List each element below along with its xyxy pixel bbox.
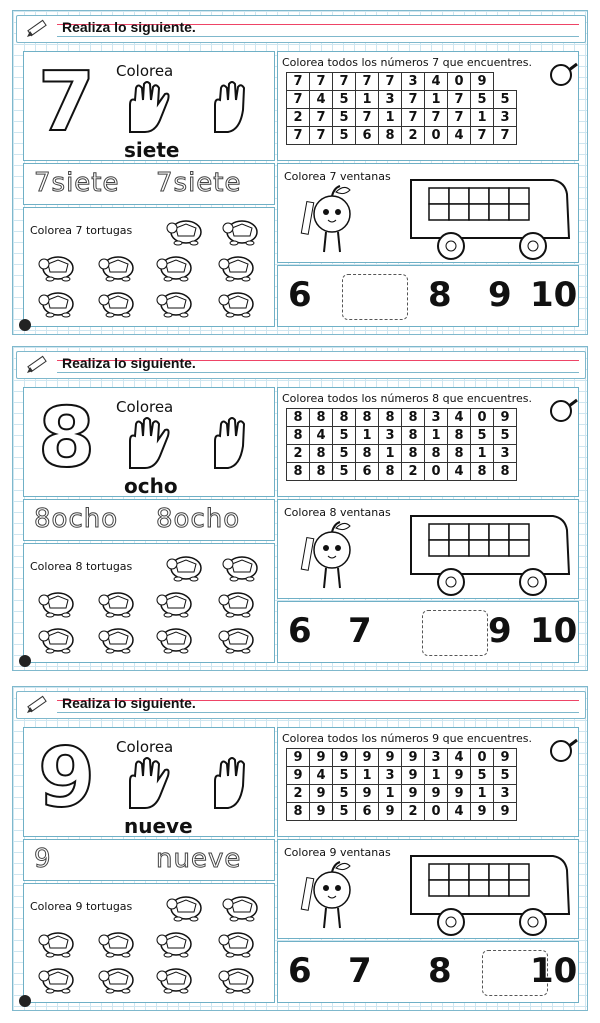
grid-cell[interactable]: 1 [425, 91, 448, 109]
bus-icon [403, 174, 578, 264]
bus-window[interactable] [489, 540, 509, 556]
sequence-number: 7 [348, 951, 372, 991]
number-word: siete [124, 138, 180, 162]
number-word: ocho [124, 474, 178, 498]
turtle-icon[interactable] [154, 964, 198, 994]
grid-cell[interactable]: 5 [333, 767, 356, 785]
trace-panel [23, 163, 275, 205]
colorea-label: Colorea [116, 738, 174, 756]
turtle-icon[interactable] [216, 964, 260, 994]
bus-window[interactable] [489, 188, 509, 204]
grid-cell[interactable]: 3 [494, 445, 517, 463]
grid-cell[interactable]: 3 [425, 409, 448, 427]
grid-cell[interactable]: 4 [448, 127, 471, 145]
grid-cell[interactable]: 5 [333, 785, 356, 803]
grid-row [287, 785, 517, 803]
grid-cell[interactable]: 5 [333, 109, 356, 127]
grid-cell[interactable]: 8 [287, 803, 310, 821]
sequence-panel [277, 941, 579, 1003]
grid-cell[interactable]: 4 [425, 73, 448, 91]
bus-window[interactable] [429, 540, 449, 556]
grid-cell[interactable]: 4 [448, 803, 471, 821]
grid-cell[interactable]: 9 [310, 749, 333, 767]
number-grid [286, 408, 517, 481]
bus-window[interactable] [509, 864, 529, 880]
grid-cell[interactable]: 5 [333, 427, 356, 445]
grid-cell[interactable]: 9 [402, 785, 425, 803]
grid-cell[interactable]: 9 [287, 749, 310, 767]
bus-window[interactable] [509, 880, 529, 896]
grid-cell[interactable]: 8 [425, 445, 448, 463]
grid-cell[interactable]: 1 [379, 109, 402, 127]
grid-row [287, 803, 517, 821]
grid-cell[interactable]: 7 [333, 73, 356, 91]
grid-cell[interactable]: 0 [471, 409, 494, 427]
grid-cell[interactable]: 6 [356, 127, 379, 145]
grid-cell[interactable]: 2 [402, 127, 425, 145]
grid-cell[interactable]: 5 [471, 767, 494, 785]
trace-word: 8ocho [156, 504, 241, 534]
grid-cell[interactable]: 8 [448, 427, 471, 445]
sequence-number: 6 [288, 275, 312, 315]
grid-cell[interactable]: 3 [379, 91, 402, 109]
number-word: nueve [124, 814, 193, 838]
grid-cell[interactable]: 9 [448, 767, 471, 785]
pencil-icon [25, 693, 51, 715]
turtle-icon[interactable] [216, 588, 260, 618]
turtle-icon[interactable] [36, 928, 80, 958]
grid-cell[interactable]: 9 [379, 749, 402, 767]
grid-cell[interactable]: 7 [494, 127, 517, 145]
grid-row [287, 427, 517, 445]
bus-window[interactable] [429, 880, 449, 896]
grid-row [287, 91, 517, 109]
grid-cell[interactable]: 0 [471, 749, 494, 767]
bus-window[interactable] [489, 864, 509, 880]
grid-cell[interactable]: 9 [287, 767, 310, 785]
bus-window[interactable] [509, 524, 529, 540]
bus-panel [277, 839, 579, 939]
bus-window[interactable] [449, 188, 469, 204]
grid-cell[interactable]: 8 [379, 409, 402, 427]
bus-panel [277, 163, 579, 263]
find-number-panel [277, 727, 579, 837]
header-blue-line [57, 372, 579, 373]
grid-cell[interactable]: 2 [287, 785, 310, 803]
big-number: 8 [38, 391, 96, 486]
bus-window[interactable] [449, 524, 469, 540]
grid-cell[interactable]: 2 [287, 445, 310, 463]
grid-row [287, 127, 517, 145]
grid-cell[interactable]: 9 [356, 785, 379, 803]
grid-cell[interactable]: 3 [494, 109, 517, 127]
tortugas-label: Colorea 8 tortugas [30, 560, 133, 573]
bus-icon [403, 850, 578, 940]
turtle-icon[interactable] [96, 624, 140, 654]
turtle-icon[interactable] [154, 588, 198, 618]
turtle-icon[interactable] [36, 624, 80, 654]
grid-cell[interactable]: 7 [287, 73, 310, 91]
turtle-icon[interactable] [220, 216, 264, 246]
turtle-icon[interactable] [154, 288, 198, 318]
sequence-number: 10 [530, 951, 578, 991]
grid-cell[interactable]: 5 [494, 427, 517, 445]
grid-cell[interactable]: 7 [310, 109, 333, 127]
grid-cell[interactable]: 7 [356, 109, 379, 127]
grid-cell[interactable]: 3 [379, 767, 402, 785]
hands-icon [120, 756, 270, 811]
publisher-logo [19, 655, 31, 667]
grid-cell[interactable]: 4 [448, 409, 471, 427]
turtle-icon[interactable] [96, 588, 140, 618]
grid-cell[interactable]: 5 [494, 91, 517, 109]
grid-row [287, 749, 517, 767]
sequence-number: 10 [530, 275, 578, 315]
bus-window[interactable] [469, 540, 489, 556]
worksheet-9 [12, 686, 588, 1011]
grid-cell[interactable]: 8 [310, 463, 333, 481]
grid-cell[interactable]: 1 [425, 427, 448, 445]
grid-cell[interactable]: 9 [333, 749, 356, 767]
trace-word: 9 [34, 844, 52, 874]
grid-cell[interactable]: 9 [402, 767, 425, 785]
number-panel [23, 387, 275, 497]
turtle-icon[interactable] [96, 928, 140, 958]
ventanas-label: Colorea 9 ventanas [284, 846, 391, 859]
big-number: 7 [38, 55, 96, 150]
turtle-icon[interactable] [164, 216, 208, 246]
grid-cell[interactable]: 1 [356, 767, 379, 785]
grid-cell[interactable]: 2 [402, 463, 425, 481]
grid-cell[interactable]: 7 [287, 91, 310, 109]
grid-cell[interactable]: 8 [310, 409, 333, 427]
grid-cell[interactable]: 5 [333, 127, 356, 145]
grid-cell[interactable]: 1 [471, 445, 494, 463]
grid-cell[interactable]: 3 [425, 749, 448, 767]
grid-cell[interactable]: 5 [471, 427, 494, 445]
bus-window[interactable] [449, 204, 469, 220]
pencil-icon [25, 353, 51, 375]
sequence-number: 9 [488, 611, 512, 651]
grid-cell[interactable]: 9 [494, 803, 517, 821]
bus-window[interactable] [429, 864, 449, 880]
grid-cell[interactable]: 1 [356, 427, 379, 445]
turtle-icon[interactable] [36, 288, 80, 318]
magnifier-icon [548, 738, 578, 768]
grid-cell[interactable]: 7 [402, 91, 425, 109]
grid-cell[interactable]: 9 [448, 785, 471, 803]
grid-cell[interactable]: 0 [425, 803, 448, 821]
grid-cell[interactable]: 4 [448, 749, 471, 767]
header-bar [16, 351, 586, 379]
grid-cell[interactable]: 7 [379, 73, 402, 91]
find-number-panel [277, 51, 579, 161]
apple-icon [300, 180, 360, 258]
grid-cell[interactable]: 5 [471, 91, 494, 109]
trace-word: 8ocho [34, 504, 119, 534]
bus-window[interactable] [429, 188, 449, 204]
grid-cell[interactable]: 3 [379, 427, 402, 445]
bus-window[interactable] [469, 204, 489, 220]
grid-cell[interactable]: 5 [333, 445, 356, 463]
number-grid [286, 748, 517, 821]
grid-cell[interactable]: 9 [356, 749, 379, 767]
grid-cell[interactable]: 9 [425, 785, 448, 803]
bus-panel [277, 499, 579, 599]
grid-cell[interactable]: 9 [471, 73, 494, 91]
grid-cell[interactable]: 0 [448, 73, 471, 91]
grid-cell[interactable]: 8 [448, 445, 471, 463]
grid-cell[interactable]: 5 [494, 767, 517, 785]
colorea-label: Colorea [116, 398, 174, 416]
turtle-icon[interactable] [164, 552, 208, 582]
header-bar [16, 691, 586, 719]
grid-cell[interactable]: 2 [402, 803, 425, 821]
turtle-icon[interactable] [154, 624, 198, 654]
sequence-number: 6 [288, 611, 312, 651]
turtle-icon[interactable] [164, 892, 208, 922]
grid-cell[interactable]: 4 [310, 767, 333, 785]
turtle-icon[interactable] [216, 252, 260, 282]
grid-cell[interactable]: 8 [402, 427, 425, 445]
ventanas-label: Colorea 8 ventanas [284, 506, 391, 519]
bus-window[interactable] [449, 880, 469, 896]
grid-cell[interactable]: 4 [310, 91, 333, 109]
turtle-icon[interactable] [36, 588, 80, 618]
find-number-title: Colorea todos los números 9 que encuentres. [282, 732, 532, 745]
grid-cell[interactable]: 6 [356, 803, 379, 821]
sequence-blank[interactable] [342, 274, 408, 320]
publisher-logo [19, 995, 31, 1007]
grid-cell[interactable]: 7 [448, 109, 471, 127]
number-panel [23, 727, 275, 837]
turtles-panel [23, 883, 275, 1003]
bus-window[interactable] [469, 864, 489, 880]
bus-window[interactable] [509, 188, 529, 204]
grid-row [287, 73, 517, 91]
worksheet-8 [12, 346, 588, 671]
turtle-icon[interactable] [96, 252, 140, 282]
grid-cell[interactable]: 7 [471, 127, 494, 145]
bus-window[interactable] [469, 188, 489, 204]
grid-cell[interactable]: 9 [310, 785, 333, 803]
grid-cell[interactable]: 1 [471, 785, 494, 803]
grid-cell[interactable]: 2 [287, 109, 310, 127]
sequence-panel [277, 265, 579, 327]
apple-icon [300, 516, 360, 594]
grid-cell[interactable]: 7 [425, 109, 448, 127]
magnifier-icon [548, 398, 578, 428]
grid-cell[interactable]: 3 [494, 785, 517, 803]
hands-icon [120, 416, 270, 471]
trace-word: 7siete [34, 168, 120, 198]
sequence-number: 6 [288, 951, 312, 991]
grid-cell[interactable]: 8 [310, 445, 333, 463]
turtles-panel [23, 207, 275, 327]
number-grid [286, 72, 517, 145]
grid-cell[interactable]: 8 [379, 463, 402, 481]
grid-cell[interactable]: 1 [425, 767, 448, 785]
header-bar [16, 15, 586, 43]
bus-window[interactable] [469, 524, 489, 540]
grid-cell[interactable]: 8 [379, 127, 402, 145]
turtles-panel [23, 543, 275, 663]
grid-cell[interactable]: 0 [425, 127, 448, 145]
grid-row [287, 445, 517, 463]
bus-icon [403, 510, 578, 600]
header-title: Realiza lo siguiente. [62, 695, 196, 711]
bus-window[interactable] [449, 864, 469, 880]
grid-cell[interactable]: 9 [494, 749, 517, 767]
turtle-icon[interactable] [36, 964, 80, 994]
sequence-number: 8 [428, 275, 452, 315]
sequence-panel [277, 601, 579, 663]
grid-cell[interactable]: 0 [425, 463, 448, 481]
header-title: Realiza lo siguiente. [62, 19, 196, 35]
sequence-blank[interactable] [422, 610, 488, 656]
header-title: Realiza lo siguiente. [62, 355, 196, 371]
turtle-icon[interactable] [36, 252, 80, 282]
trace-panel [23, 839, 275, 881]
sequence-number: 7 [348, 611, 372, 651]
grid-row [287, 767, 517, 785]
turtle-icon[interactable] [154, 928, 198, 958]
grid-cell[interactable]: 8 [287, 409, 310, 427]
grid-cell[interactable]: 4 [310, 427, 333, 445]
grid-cell[interactable]: 7 [287, 127, 310, 145]
grid-cell[interactable]: 1 [471, 109, 494, 127]
grid-row [287, 109, 517, 127]
grid-cell[interactable]: 1 [379, 785, 402, 803]
bus-window[interactable] [509, 540, 529, 556]
grid-cell[interactable]: 8 [402, 445, 425, 463]
trace-panel [23, 499, 275, 541]
sequence-number: 8 [428, 951, 452, 991]
magnifier-icon [548, 62, 578, 92]
bus-window[interactable] [469, 880, 489, 896]
grid-row [287, 409, 517, 427]
colorea-label: Colorea [116, 62, 174, 80]
turtle-icon[interactable] [96, 964, 140, 994]
grid-cell[interactable]: 7 [402, 109, 425, 127]
grid-row [287, 463, 517, 481]
bus-window[interactable] [509, 204, 529, 220]
find-number-title: Colorea todos los números 8 que encuentres. [282, 392, 532, 405]
turtle-icon[interactable] [220, 892, 264, 922]
sequence-number: 10 [530, 611, 578, 651]
grid-cell[interactable]: 3 [402, 73, 425, 91]
grid-cell[interactable]: 7 [448, 91, 471, 109]
turtle-icon[interactable] [216, 288, 260, 318]
grid-cell[interactable]: 5 [333, 803, 356, 821]
hands-icon [120, 80, 270, 135]
grid-cell[interactable]: 9 [494, 409, 517, 427]
grid-cell[interactable]: 5 [333, 463, 356, 481]
tortugas-label: Colorea 9 tortugas [30, 900, 133, 913]
bus-window[interactable] [429, 204, 449, 220]
number-panel [23, 51, 275, 161]
grid-cell[interactable]: 8 [471, 463, 494, 481]
grid-cell[interactable]: 9 [379, 803, 402, 821]
bus-window[interactable] [489, 524, 509, 540]
grid-cell[interactable]: 6 [356, 463, 379, 481]
worksheet-7 [12, 10, 588, 335]
grid-cell[interactable]: 8 [494, 463, 517, 481]
grid-cell[interactable]: 9 [471, 803, 494, 821]
turtle-icon[interactable] [96, 288, 140, 318]
publisher-logo [19, 319, 31, 331]
bus-window[interactable] [429, 524, 449, 540]
grid-cell[interactable]: 8 [333, 409, 356, 427]
grid-cell[interactable]: 8 [402, 409, 425, 427]
find-number-title: Colorea todos los números 7 que encuentres. [282, 56, 532, 69]
tortugas-label: Colorea 7 tortugas [30, 224, 133, 237]
grid-cell[interactable]: 8 [356, 409, 379, 427]
grid-cell[interactable]: 1 [379, 445, 402, 463]
grid-cell[interactable]: 8 [287, 463, 310, 481]
header-blue-line [57, 712, 579, 713]
grid-cell[interactable]: 7 [356, 73, 379, 91]
grid-cell[interactable]: 5 [333, 91, 356, 109]
grid-cell[interactable]: 4 [448, 463, 471, 481]
turtle-icon[interactable] [216, 928, 260, 958]
header-blue-line [57, 36, 579, 37]
turtle-icon[interactable] [220, 552, 264, 582]
bus-window[interactable] [489, 880, 509, 896]
grid-cell[interactable]: 7 [310, 127, 333, 145]
pencil-icon [25, 17, 51, 39]
grid-cell[interactable]: 9 [402, 749, 425, 767]
grid-cell[interactable]: 7 [310, 73, 333, 91]
sequence-number: 9 [488, 275, 512, 315]
bus-window[interactable] [489, 204, 509, 220]
big-number: 9 [38, 731, 96, 826]
trace-word: nueve [156, 844, 242, 874]
trace-word: 7siete [156, 168, 242, 198]
apple-icon [300, 856, 360, 934]
bus-window[interactable] [449, 540, 469, 556]
grid-cell[interactable]: 9 [310, 803, 333, 821]
grid-cell[interactable]: 8 [356, 445, 379, 463]
turtle-icon[interactable] [154, 252, 198, 282]
grid-cell[interactable]: 1 [356, 91, 379, 109]
ventanas-label: Colorea 7 ventanas [284, 170, 391, 183]
grid-cell[interactable]: 8 [287, 427, 310, 445]
find-number-panel [277, 387, 579, 497]
turtle-icon[interactable] [216, 624, 260, 654]
